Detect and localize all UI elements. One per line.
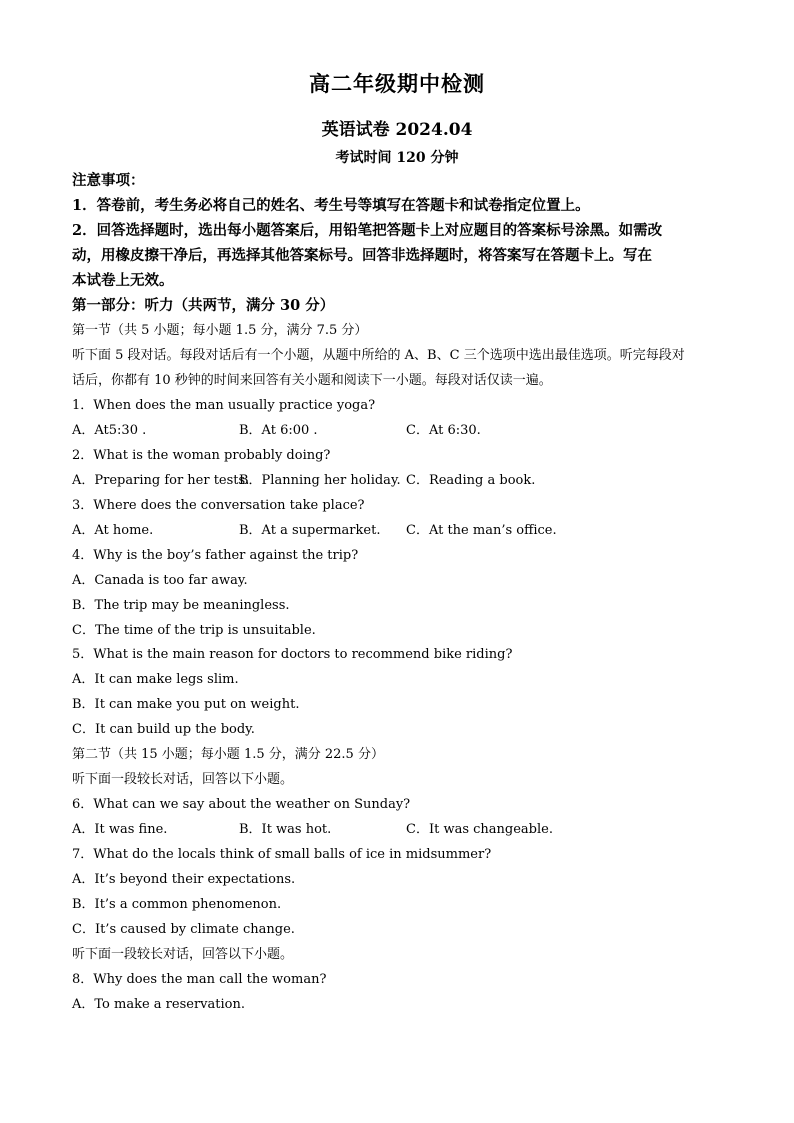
question-4-option-b: B．The trip may be meaningless. <box>72 598 290 613</box>
question-4-option-a: A．Canada is too far away. <box>72 573 248 588</box>
question-6-stem: 6．What can we say about the weather on Sunday? <box>72 797 411 812</box>
question-5-stem: 5．What is the main reason for doctors to recommend bike riding? <box>72 647 513 662</box>
question-7-option-c: C．It’s caused by climate change. <box>72 922 295 937</box>
question-3-option-a: A．At home. <box>72 523 154 538</box>
section1-instruction-line-2: 话后，你都有 10 秒钟的时间来回答有关小题和阅读下一小题。每段对话仅读一遍。 <box>72 373 552 388</box>
note-item-1: 1．答卷前，考生务必将自己的姓名、考生号等填写在答题卡和试卷指定位置上。 <box>72 197 590 214</box>
question-2-option-b: B．Planning her holiday. <box>239 473 401 488</box>
question-3-option-b: B．At a supermarket. <box>239 523 381 538</box>
question-6-option-b: B．It was hot. <box>239 822 332 837</box>
part1-heading: 第一部分：听力（共两节，满分 30 分） <box>72 297 335 314</box>
question-4-option-c: C．The time of the trip is unsuitable. <box>72 623 316 638</box>
exam-title: 高二年级期中检测 <box>309 71 485 96</box>
question-7-option-b: B．It’s a common phenomenon. <box>72 897 282 912</box>
long-dialog-instruction-2: 听下面一段较长对话，回答以下小题。 <box>72 947 294 962</box>
question-5-option-b: B．It can make you put on weight. <box>72 697 300 712</box>
exam-subtitle: 英语试卷 2024.04 <box>321 120 473 140</box>
note-item-2-line-2: 动，用橡皮擦干净后，再选择其他答案标号。回答非选择题时，将答案写在答题卡上。写在 <box>72 247 652 264</box>
question-2-stem: 2．What is the woman probably doing? <box>72 448 331 463</box>
section1-instruction-line-1: 听下面 5 段对话。每段对话后有一个小题，从题中所给的 A、B、C 三个选项中选出最佳选项。听完每段对 <box>72 348 685 363</box>
question-1-option-b: B．At 6:00 . <box>239 423 318 438</box>
section1-heading: 第一节（共 5 小题；每小题 1.5 分，满分 7.5 分） <box>72 323 368 338</box>
section2-heading: 第二节（共 15 小题；每小题 1.5 分，满分 22.5 分） <box>72 747 384 762</box>
question-2-option-c: C．Reading a book. <box>406 473 536 488</box>
question-8-stem: 8．Why does the man call the woman? <box>72 972 327 987</box>
long-dialog-instruction: 听下面一段较长对话，回答以下小题。 <box>72 772 294 787</box>
question-3-option-c: C．At the man’s office. <box>406 523 557 538</box>
question-3-stem: 3．Where does the conversation take place? <box>72 498 365 513</box>
question-1-option-a: A．At5:30 . <box>72 423 147 438</box>
question-8-option-a: A．To make a reservation. <box>72 997 245 1012</box>
notes-heading: 注意事项： <box>72 172 145 189</box>
question-5-option-a: A．It can make legs slim. <box>72 672 239 687</box>
question-7-option-a: A．It’s beyond their expectations. <box>72 872 296 887</box>
question-6-option-a: A．It was fine. <box>72 822 168 837</box>
question-6-option-c: C．It was changeable. <box>406 822 553 837</box>
question-2-option-a: A．Preparing for her tests. <box>72 473 250 488</box>
note-item-2-line-1: 2．回答选择题时，选出每小题答案后，用铅笔把答题卡上对应题目的答案标号涂黑。如需改 <box>72 222 663 239</box>
note-item-2-line-3: 本试卷上无效。 <box>72 272 174 289</box>
question-1-stem: 1．When does the man usually practice yoga? <box>72 398 376 413</box>
question-7-stem: 7．What do the locals think of small balls of ice in midsummer? <box>72 847 492 862</box>
question-1-option-c: C．At 6:30. <box>406 423 481 438</box>
exam-duration: 考试时间 120 分钟 <box>335 150 459 166</box>
question-4-stem: 4．Why is the boy’s father against the trip? <box>72 548 359 563</box>
question-5-option-c: C．It can build up the body. <box>72 722 255 737</box>
